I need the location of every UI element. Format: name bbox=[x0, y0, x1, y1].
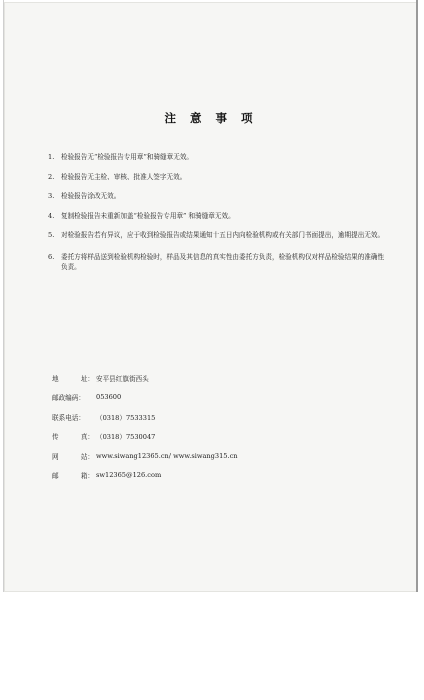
note-item bbox=[48, 230, 388, 241]
contact-fax-value: （0318）7530047 bbox=[96, 433, 156, 442]
note-text: 对检验报告若有异议，应于收到检验报告或结果通知十五日内向检验机构或有关部门书面提出，逾期提出无效。 bbox=[61, 231, 385, 239]
note-item bbox=[48, 152, 388, 163]
contact-label-end: 站： bbox=[80, 452, 94, 461]
contact-email-row bbox=[52, 466, 382, 486]
notes-list bbox=[48, 152, 388, 282]
contact-label bbox=[52, 392, 94, 402]
contact-label bbox=[52, 412, 94, 422]
note-number: 4. bbox=[48, 211, 55, 220]
note-text: 检验报告涂改无效。 bbox=[61, 192, 121, 200]
note-item bbox=[48, 252, 388, 273]
contact-postcode-row bbox=[52, 388, 382, 408]
contact-label bbox=[52, 451, 94, 461]
page-title: 注 意 事 项 bbox=[164, 111, 258, 125]
contact-address-value: 安平县红旗街西头 bbox=[96, 374, 149, 383]
contact-fax-row bbox=[52, 427, 382, 447]
contact-email-value: sw12365@126.com bbox=[96, 471, 162, 480]
contact-address-row bbox=[52, 368, 382, 388]
note-text: 检验报告无“检验报告专用章”和骑缝章无效。 bbox=[61, 153, 194, 161]
note-text: 检验报告无主检、审核、批准人签字无效。 bbox=[61, 172, 187, 181]
note-number: 1. bbox=[48, 153, 55, 161]
note-item bbox=[48, 172, 388, 183]
contact-website-row bbox=[52, 446, 382, 466]
contact-label-end: 箱： bbox=[80, 472, 94, 481]
contact-postcode-value: 053600 bbox=[96, 393, 122, 402]
contact-phone-row bbox=[52, 407, 382, 427]
contact-label-start: 网 bbox=[52, 452, 59, 461]
contact-label-start: 联系电话： bbox=[52, 413, 85, 422]
note-number: 3. bbox=[48, 192, 55, 200]
contact-phone-value: （0318）7533315 bbox=[96, 413, 156, 422]
note-text: 委托方将样品送到检验机构检验时，样品及其信息的真实性由委托方负责，检验机构仅对样品检验结果的准确性负责。 bbox=[61, 252, 385, 271]
contact-label bbox=[52, 373, 94, 383]
contact-label-start: 邮政编码： bbox=[52, 394, 85, 403]
contact-label-start: 地 bbox=[52, 374, 59, 383]
note-item bbox=[48, 191, 388, 202]
contact-label bbox=[52, 431, 94, 441]
scanned-page bbox=[4, 2, 418, 592]
scan-right-edge bbox=[416, 0, 418, 592]
note-number: 6. bbox=[48, 252, 55, 261]
note-number: 2. bbox=[48, 172, 55, 181]
contact-website-value: www.siwang12365.cn/ www.siwang315.cn bbox=[96, 451, 238, 460]
note-item bbox=[48, 211, 388, 222]
contact-label-end: 址： bbox=[80, 374, 94, 383]
contact-label bbox=[52, 470, 94, 480]
contact-label-start: 邮 bbox=[52, 472, 59, 481]
note-text: 复制检验报告未重新加盖“检验报告专用章” 和骑缝章无效。 bbox=[61, 211, 235, 220]
contact-label-end: 真： bbox=[80, 433, 94, 442]
contact-block bbox=[52, 368, 382, 485]
note-number: 5. bbox=[48, 231, 55, 239]
contact-label-start: 传 bbox=[52, 433, 59, 442]
